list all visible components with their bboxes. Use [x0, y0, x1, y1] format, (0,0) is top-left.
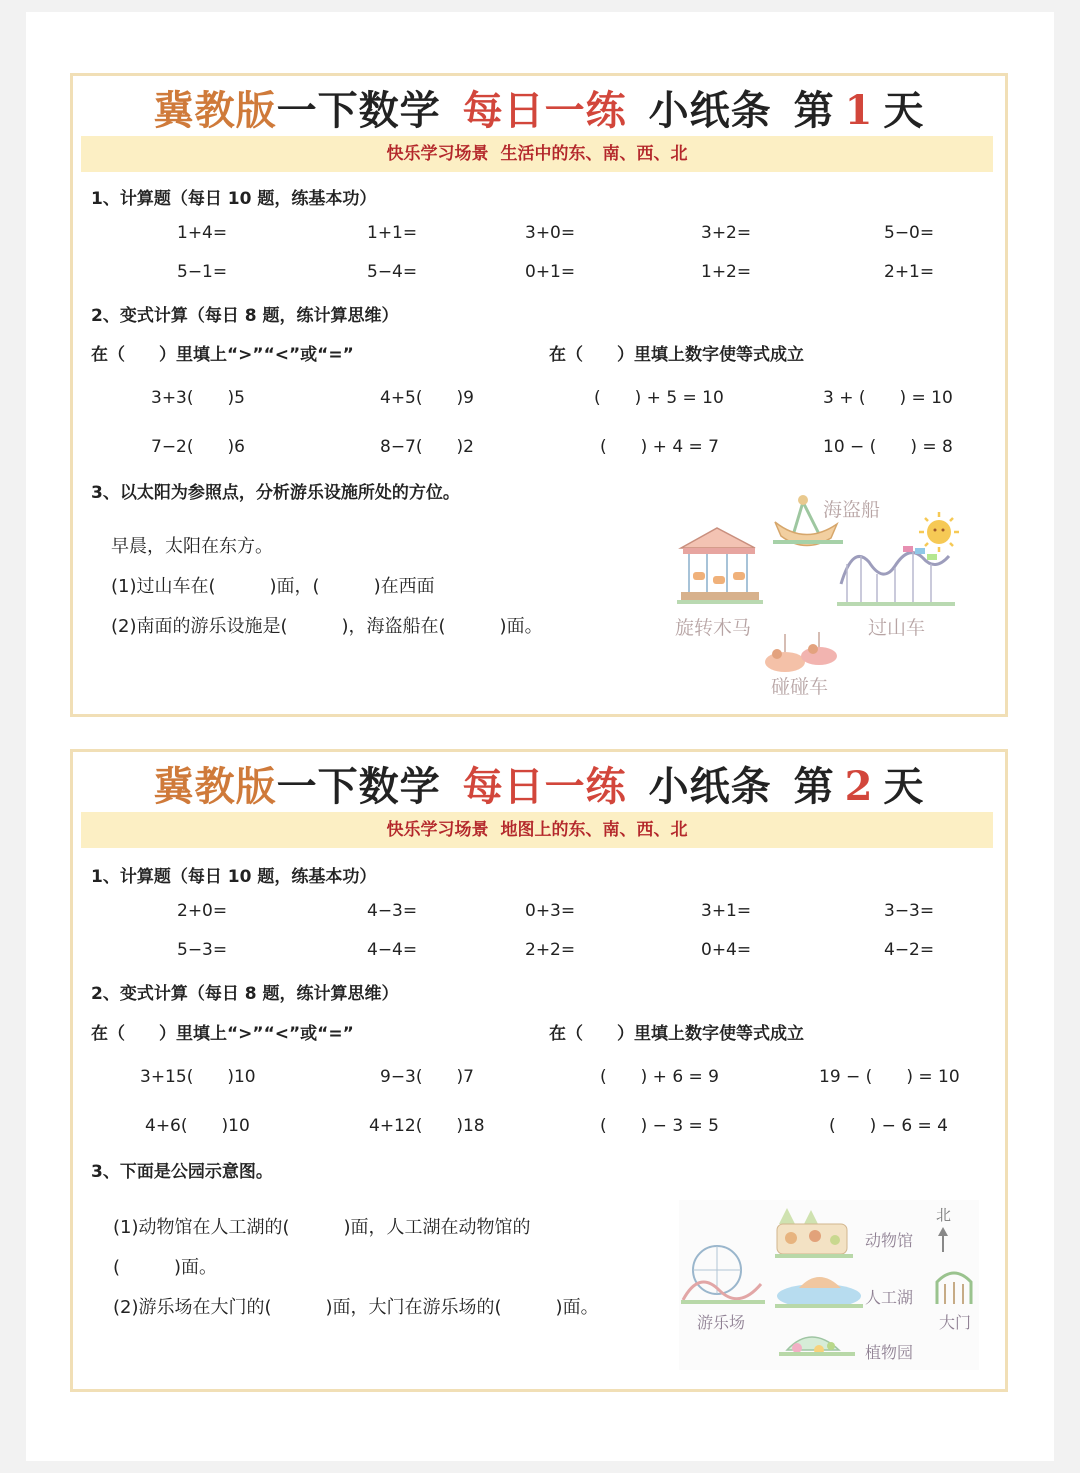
title-strip: 小纸条	[648, 87, 772, 134]
lake-label: 人工湖	[865, 1288, 914, 1307]
question-intro: 早晨，太阳在东方。	[111, 536, 273, 557]
compare-item: 3+15( )10	[140, 1067, 256, 1087]
fill-instruction: 在（ ）里填上数字使等式成立	[549, 345, 804, 365]
scene-topic: 地图上的东、南、西、北	[500, 820, 688, 840]
fill-item: ( ) + 4 = 7	[600, 437, 719, 457]
scene-topic: 生活中的东、南、西、北	[500, 144, 688, 164]
calc-item: 3+2=	[701, 223, 752, 243]
title-brand: 冀教版	[153, 87, 277, 134]
calc-item: 5−3=	[177, 940, 228, 960]
carousel-icon	[677, 528, 763, 604]
title-strip: 小纸条	[648, 763, 772, 810]
question-1: (1)过山车在( )面，( )在西面	[111, 576, 435, 597]
calc-item: 0+1=	[525, 262, 576, 282]
calc-item: 2+1=	[884, 262, 935, 282]
worksheet-title	[73, 758, 1005, 816]
section-direction-heading: 3、以太阳为参照点，分析游乐设施所处的方位。	[91, 483, 460, 503]
title-day-number: 2	[844, 763, 874, 810]
question-1-line-1: (1)动物馆在人工湖的( )面，人工湖在动物馆的	[113, 1217, 531, 1238]
calc-item: 4−4=	[367, 940, 418, 960]
calc-item: 4−3=	[367, 901, 418, 921]
section-map-heading: 3、下面是公园示意图。	[91, 1162, 273, 1182]
botanical-garden-label: 植物园	[865, 1343, 914, 1362]
section-variant-heading: 2、变式计算（每日 8 题，练计算思维）	[91, 306, 399, 326]
calc-item: 3+0=	[525, 223, 576, 243]
title-day-prefix: 第	[793, 87, 835, 134]
title-subject: 一下数学	[276, 87, 441, 134]
compare-instruction: 在（ ）里填上“>”“<”或“=”	[91, 1024, 354, 1044]
section-calc-heading: 1、计算题（每日 10 题，练基本功）	[91, 867, 377, 887]
scene-band	[81, 136, 993, 172]
section-calc-heading: 1、计算题（每日 10 题，练基本功）	[91, 189, 377, 209]
fill-instruction: 在（ ）里填上数字使等式成立	[549, 1024, 804, 1044]
calc-item: 0+4=	[701, 940, 752, 960]
scene-label: 快乐学习场景	[386, 820, 489, 840]
title-day-suffix: 天	[883, 87, 925, 134]
question-2: (2)游乐场在大门的( )面，大门在游乐场的( )面。	[113, 1297, 599, 1318]
pirate-ship-label: 海盗船	[823, 499, 881, 521]
fill-item: 3 + ( ) = 10	[823, 388, 953, 408]
compare-instruction: 在（ ）里填上“>”“<”或“=”	[91, 345, 354, 365]
calc-item: 2+0=	[177, 901, 228, 921]
calc-item: 3+1=	[701, 901, 752, 921]
section-variant-heading: 2、变式计算（每日 8 题，练计算思维）	[91, 984, 399, 1004]
roller-coaster-icon	[837, 546, 955, 606]
calc-item: 5−4=	[367, 262, 418, 282]
gate-label: 大门	[939, 1313, 972, 1332]
title-day-number: 1	[844, 87, 874, 134]
carousel-label: 旋转木马	[675, 617, 752, 639]
compare-item: 3+3( )5	[151, 388, 245, 408]
roller-coaster-label: 过山车	[868, 617, 926, 639]
fill-item: 19 − ( ) = 10	[819, 1067, 960, 1087]
zoo-label: 动物馆	[865, 1231, 914, 1250]
amusement-park-illustration	[673, 484, 973, 698]
calc-item: 1+2=	[701, 262, 752, 282]
bumper-car-label: 碰碰车	[771, 676, 829, 698]
title-brand: 冀教版	[153, 763, 277, 810]
calc-item: 5−0=	[884, 223, 935, 243]
compare-item: 9−3( )7	[380, 1067, 474, 1087]
fill-item: ( ) − 3 = 5	[600, 1116, 719, 1136]
sun-icon	[919, 512, 959, 552]
question-2: (2)南面的游乐设施是( )，海盗船在( )面。	[111, 616, 543, 637]
fill-item: ( ) − 6 = 4	[829, 1116, 948, 1136]
title-subject: 一下数学	[276, 763, 441, 810]
compare-item: 4+6( )10	[145, 1116, 250, 1136]
fill-item: ( ) + 5 = 10	[594, 388, 724, 408]
playground-label: 游乐场	[697, 1313, 746, 1332]
fill-item: 10 − ( ) = 8	[823, 437, 953, 457]
compare-item: 4+5( )9	[380, 388, 474, 408]
title-day-prefix: 第	[793, 763, 835, 810]
title-daily: 每日一练	[462, 763, 627, 810]
worksheet-title	[73, 82, 1005, 140]
bumper-car-icon	[765, 632, 837, 672]
title-day-suffix: 天	[883, 763, 925, 810]
worksheet-day-1	[70, 73, 1008, 717]
scene-band	[81, 812, 993, 848]
compare-item: 4+12( )18	[369, 1116, 485, 1136]
north-label: 北	[936, 1206, 952, 1224]
calc-item: 4−2=	[884, 940, 935, 960]
calc-item: 0+3=	[525, 901, 576, 921]
calc-item: 3−3=	[884, 901, 935, 921]
fill-item: ( ) + 6 = 9	[600, 1067, 719, 1087]
calc-item: 2+2=	[525, 940, 576, 960]
calc-item: 1+4=	[177, 223, 228, 243]
compare-item: 8−7( )2	[380, 437, 474, 457]
scene-label: 快乐学习场景	[386, 144, 489, 164]
worksheet-day-2	[70, 749, 1008, 1392]
compare-item: 7−2( )6	[151, 437, 245, 457]
calc-item: 5−1=	[177, 262, 228, 282]
title-daily: 每日一练	[462, 87, 627, 134]
calc-item: 1+1=	[367, 223, 418, 243]
park-map-illustration	[679, 1200, 979, 1370]
question-1-line-2: ( )面。	[113, 1257, 218, 1278]
